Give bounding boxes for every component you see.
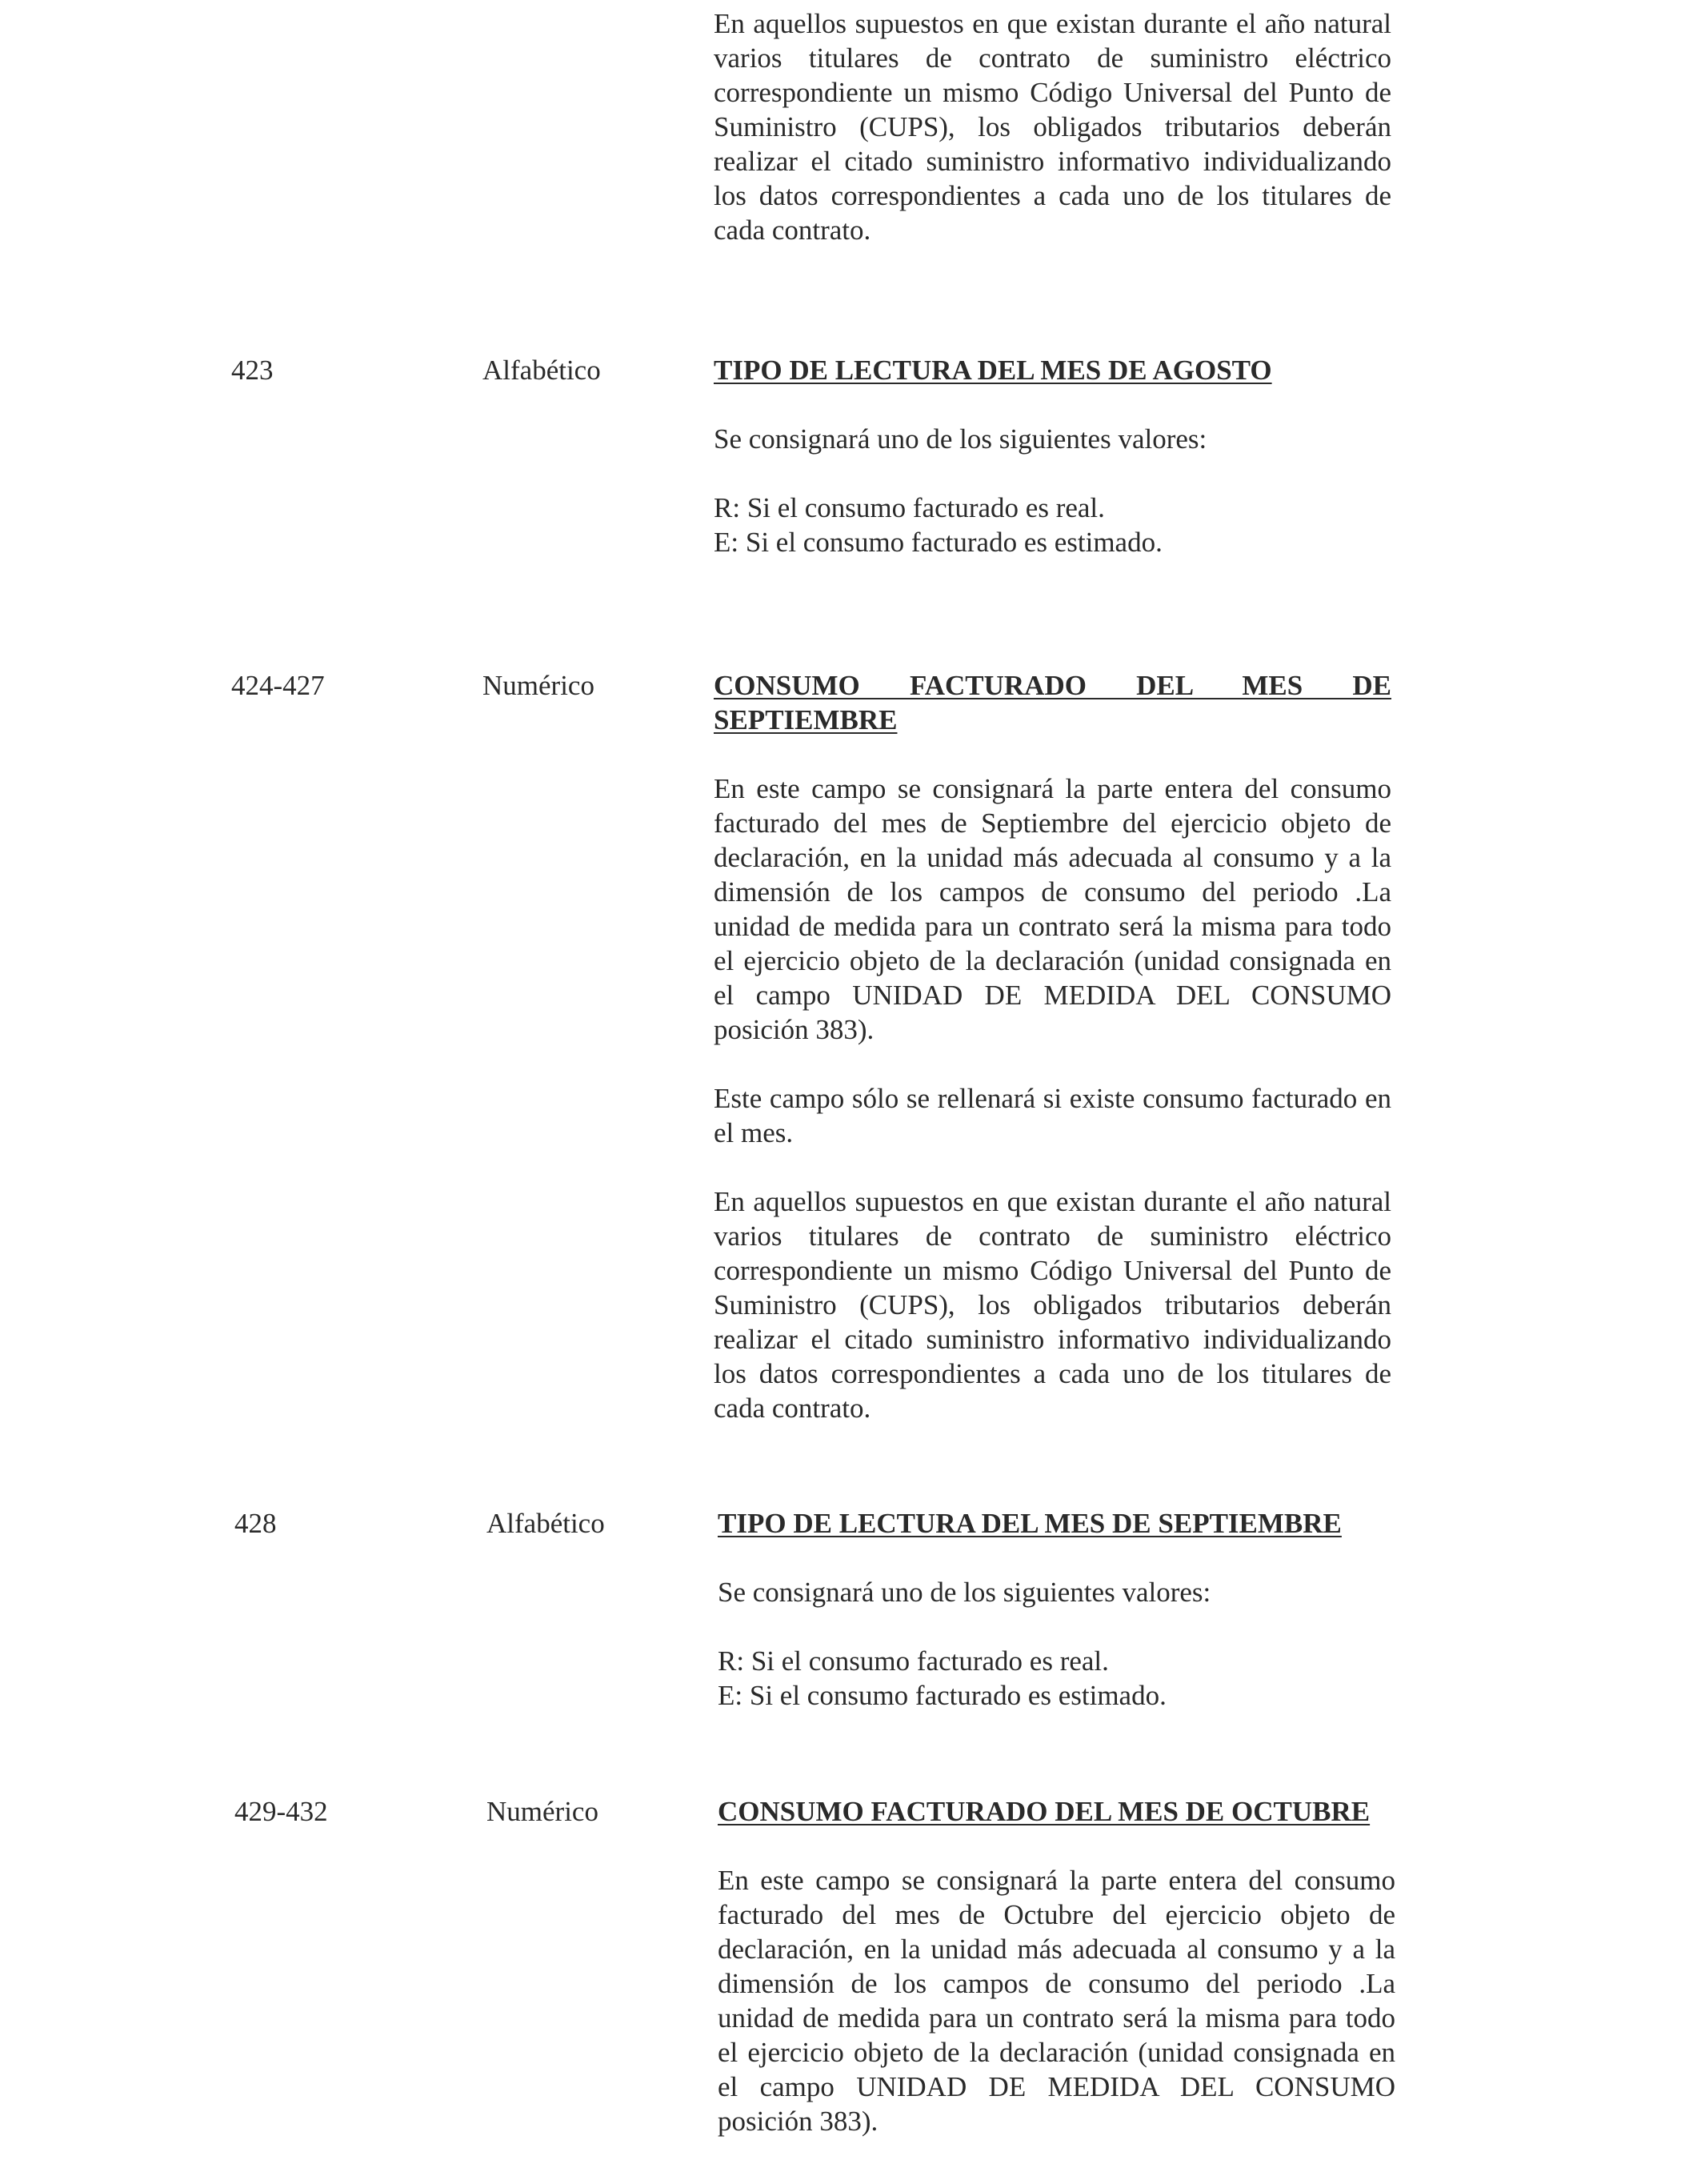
values-intro: Se consignará uno de los siguientes valores:: [718, 1577, 1211, 1608]
field-heading: CONSUMO FACTURADO DEL MES DE OCTUBRE: [718, 1796, 1371, 1827]
field-position: 424-427: [231, 670, 325, 701]
field-position: 423: [231, 355, 274, 386]
field-type: Numérico: [482, 670, 594, 701]
value-option: E: Si el consumo facturado es estimado.: [718, 1680, 1167, 1711]
field-type: Alfabético: [486, 1508, 605, 1539]
field-description: [714, 668, 1391, 1425]
field-heading: CONSUMO FACTURADO DEL MES DE SEPTIEMBRE: [714, 670, 1391, 735]
value-option: R: Si el consumo facturado es real.: [718, 1645, 1109, 1677]
field-heading: TIPO DE LECTURA DEL MES DE SEPTIEMBRE: [718, 1508, 1342, 1539]
continuation-text: [714, 6, 1391, 247]
paragraph: En este campo se consignará la parte entera del consumo facturado del mes de Octubre del ejercicio objeto de declaración, en la unidad más adecuada al consumo y a la dimensión de los campos de consumo del periodo .La unidad de medida para un contrato será la misma para todo el ejercicio objeto de la declaración (unidad consignada en el campo UNIDAD DE MEDIDA DEL CONSUMO posición 383).: [718, 1865, 1395, 2137]
field-type: Alfabético: [482, 355, 601, 386]
value-option: E: Si el consumo facturado es estimado.: [714, 527, 1163, 558]
field-description: [718, 1506, 1395, 1713]
values-intro: Se consignará uno de los siguientes valores:: [714, 423, 1207, 455]
field-position: 429-432: [234, 1796, 328, 1827]
paragraph: En este campo se consignará la parte entera del consumo facturado del mes de Septiembre del ejercicio objeto de declaración, en la unidad más adecuada al consumo y a la dimensión de los campos de consumo del periodo .La unidad de medida para un contrato será la misma para todo el ejercicio objeto de la declaración (unidad consignada en el campo UNIDAD DE MEDIDA DEL CONSUMO posición 383).: [714, 773, 1391, 1045]
paragraph: En aquellos supuestos en que existan durante el año natural varios titulares de contrato de suministro eléctrico correspondiente un mismo Código Universal del Punto de Suministro (CUPS), los obligados tributarios deberán realizar el citado suministro informativo individualizando los datos correspondientes a cada uno de los titulares de cada contrato.: [714, 8, 1391, 246]
field-description: [714, 353, 1391, 559]
field-position: 428: [234, 1508, 277, 1539]
paragraph: En aquellos supuestos en que existan durante el año natural varios titulares de contrato de suministro eléctrico correspondiente un mismo Código Universal del Punto de Suministro (CUPS), los obligados tributarios deberán realizar el citado suministro informativo individualizando los datos correspondientes a cada uno de los titulares de cada contrato.: [714, 1186, 1391, 1424]
value-option: R: Si el consumo facturado es real.: [714, 492, 1105, 523]
field-type: Numérico: [486, 1796, 598, 1827]
paragraph: Este campo sólo se rellenará si existe consumo facturado en el mes.: [714, 1083, 1391, 1148]
field-description: [718, 1794, 1395, 2138]
field-heading: TIPO DE LECTURA DEL MES DE AGOSTO: [714, 355, 1272, 386]
